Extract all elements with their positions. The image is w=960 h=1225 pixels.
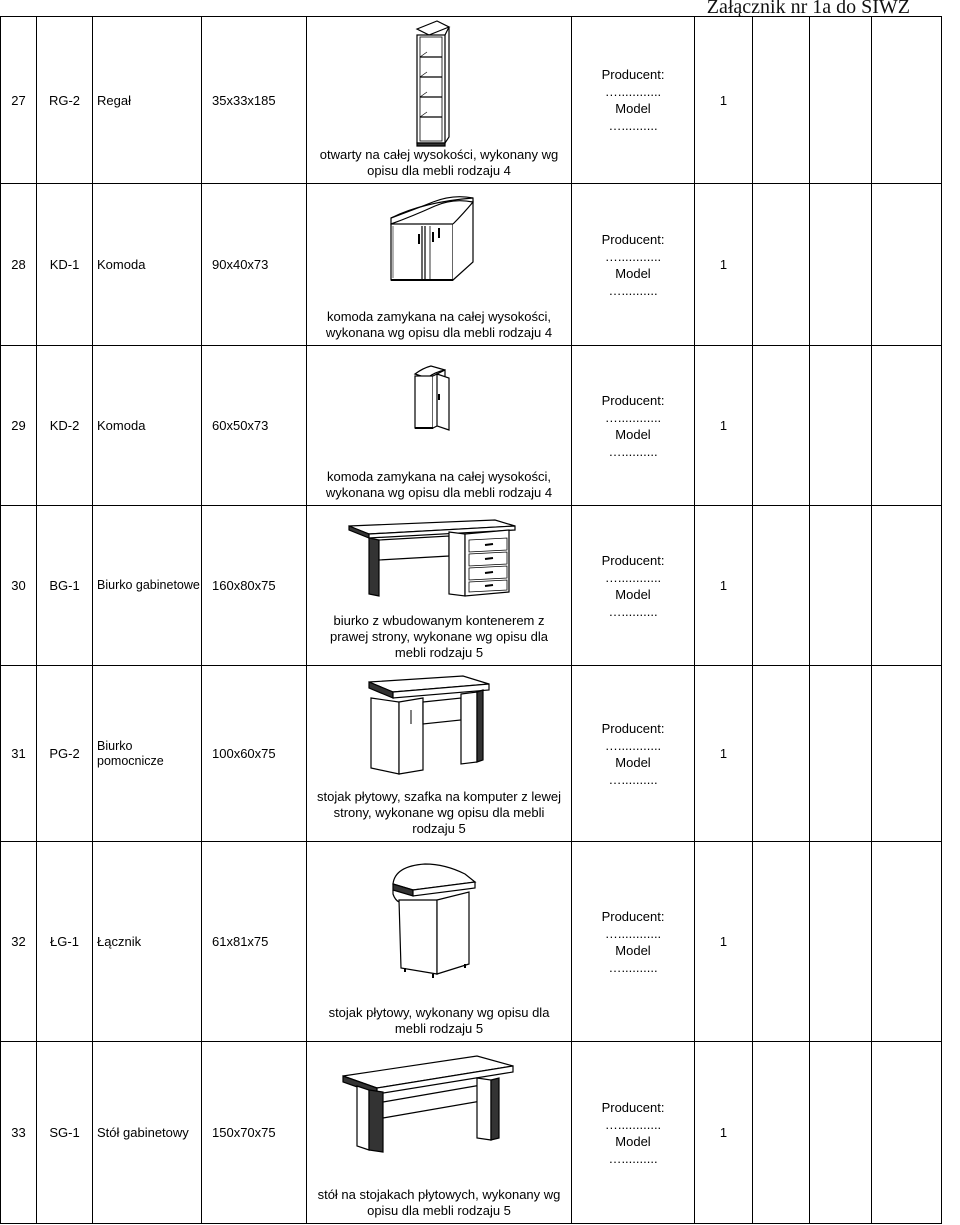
item-name: Biurko gabinetowe <box>93 506 202 666</box>
model-placeholder: ….......... <box>608 118 658 133</box>
model-placeholder: ….......... <box>608 771 658 787</box>
model-label: Model <box>615 754 651 770</box>
producer-label: Producent: <box>601 552 665 568</box>
row-number: 32 <box>1 842 37 1042</box>
producer-label: Producent: <box>601 392 665 408</box>
model-placeholder: ….......... <box>608 959 658 975</box>
item-dimensions: 100x60x75 <box>202 666 307 842</box>
item-dimensions: 160x80x75 <box>202 506 307 666</box>
row-number: 31 <box>1 666 37 842</box>
empty-cell <box>872 17 942 184</box>
item-quantity: 1 <box>695 506 753 666</box>
empty-cell <box>872 1042 942 1224</box>
row-number: 29 <box>1 346 37 506</box>
item-picture-cell <box>307 666 572 842</box>
model-label: Model <box>615 265 651 281</box>
small-cabinet-icon <box>409 364 455 436</box>
producer-placeholder: …............ <box>604 84 662 99</box>
empty-cell <box>872 842 942 1042</box>
producer-placeholder: …............ <box>604 1116 662 1132</box>
producer-model-cell <box>572 17 695 184</box>
model-placeholder: ….......... <box>608 443 658 459</box>
corner-connector-icon <box>379 860 483 982</box>
empty-cell <box>753 1042 810 1224</box>
empty-cell <box>810 17 872 184</box>
item-dimensions: 35x33x185 <box>202 17 307 184</box>
producer-label: Producent: <box>601 720 665 736</box>
empty-cell <box>753 184 810 346</box>
item-picture-cell <box>307 17 572 184</box>
empty-cell <box>810 842 872 1042</box>
empty-cell <box>753 506 810 666</box>
table-row <box>1 666 942 842</box>
item-description: komoda zamykana na całej wysokości, wykonana wg opisu dla mebli rodzaju 4 <box>325 469 553 500</box>
empty-cell <box>810 506 872 666</box>
empty-cell <box>872 184 942 346</box>
producer-label: Producent: <box>601 231 665 247</box>
item-name: Regał <box>93 17 202 184</box>
empty-cell <box>753 346 810 506</box>
furniture-table <box>0 16 942 1224</box>
empty-cell <box>753 17 810 184</box>
producer-label: Producent: <box>601 1099 665 1115</box>
model-placeholder: ….......... <box>608 1150 658 1166</box>
table-row <box>1 17 942 184</box>
item-picture-cell <box>307 346 572 506</box>
item-name: Stół gabinetowy <box>93 1042 202 1224</box>
producer-label: Producent: <box>601 67 665 82</box>
model-label: Model <box>615 586 651 602</box>
table-row <box>1 842 942 1042</box>
empty-cell <box>810 184 872 346</box>
item-symbol: KD-2 <box>37 346 93 506</box>
item-name: Łącznik <box>93 842 202 1042</box>
producer-placeholder: …............ <box>604 409 662 425</box>
producer-model-cell <box>572 184 695 346</box>
item-name: Komoda <box>93 184 202 346</box>
item-picture-cell <box>307 1042 572 1224</box>
producer-model-cell <box>572 1042 695 1224</box>
item-symbol: PG-2 <box>37 666 93 842</box>
empty-cell <box>872 506 942 666</box>
model-label: Model <box>615 1133 651 1149</box>
item-quantity: 1 <box>695 1042 753 1224</box>
empty-cell <box>872 346 942 506</box>
item-quantity: 1 <box>695 842 753 1042</box>
item-description: biurko z wbudowanym kontenerem z prawej strony, wykonane wg opisu dla mebli rodzaju 5 <box>330 613 548 660</box>
producer-model-cell <box>572 346 695 506</box>
item-quantity: 1 <box>695 184 753 346</box>
item-picture-cell <box>307 506 572 666</box>
wide-cabinet-icon <box>383 188 483 288</box>
model-placeholder: ….......... <box>608 603 658 619</box>
item-quantity: 1 <box>695 346 753 506</box>
item-description: komoda zamykana na całej wysokości, wykonana wg opisu dla mebli rodzaju 4 <box>325 309 553 340</box>
item-description: stojak płytowy, szafka na komputer z lewej strony, wykonane wg opisu dla mebli rodzaju 5 <box>317 789 561 836</box>
producer-model-cell <box>572 842 695 1042</box>
item-symbol: ŁG-1 <box>37 842 93 1042</box>
table-row <box>1 506 942 666</box>
row-number: 33 <box>1 1042 37 1224</box>
item-name: Komoda <box>93 346 202 506</box>
producer-placeholder: …............ <box>604 925 662 941</box>
item-dimensions: 61x81x75 <box>202 842 307 1042</box>
row-number: 28 <box>1 184 37 346</box>
producer-model-cell <box>572 506 695 666</box>
item-picture-cell <box>307 184 572 346</box>
table-row <box>1 346 942 506</box>
empty-cell <box>753 842 810 1042</box>
empty-cell <box>810 1042 872 1224</box>
model-label: Model <box>615 942 651 958</box>
empty-cell <box>753 666 810 842</box>
item-quantity: 1 <box>695 666 753 842</box>
auxiliary-desk-icon <box>363 672 503 782</box>
producer-placeholder: …............ <box>604 737 662 753</box>
bookshelf-icon <box>405 19 465 147</box>
item-symbol: SG-1 <box>37 1042 93 1224</box>
item-description: stół na stojakach płytowych, wykonany wg opisu dla mebli rodzaju 5 <box>317 1187 561 1218</box>
empty-cell <box>810 666 872 842</box>
item-description: stojak płytowy, wykonany wg opisu dla mebli rodzaju 5 <box>328 1005 550 1036</box>
item-symbol: BG-1 <box>37 506 93 666</box>
model-placeholder: ….......... <box>608 282 658 298</box>
item-name: Biurko pomocnicze <box>93 666 202 842</box>
conference-table-icon <box>337 1054 517 1154</box>
item-quantity: 1 <box>695 17 753 184</box>
item-description: otwarty na całej wysokości, wykonany wg opisu dla mebli rodzaju 4 <box>319 147 559 178</box>
attachment-title: Załącznik nr 1a do SIWZ <box>706 0 910 18</box>
row-number: 27 <box>1 17 37 184</box>
item-symbol: RG-2 <box>37 17 93 184</box>
item-dimensions: 90x40x73 <box>202 184 307 346</box>
empty-cell <box>810 346 872 506</box>
empty-cell <box>872 666 942 842</box>
producer-placeholder: …............ <box>604 569 662 585</box>
item-picture-cell <box>307 842 572 1042</box>
item-dimensions: 150x70x75 <box>202 1042 307 1224</box>
table-row <box>1 184 942 346</box>
producer-label: Producent: <box>601 908 665 924</box>
producer-placeholder: …............ <box>604 248 662 264</box>
producer-model-cell <box>572 666 695 842</box>
executive-desk-icon <box>345 516 521 602</box>
item-symbol: KD-1 <box>37 184 93 346</box>
table-row <box>1 1042 942 1224</box>
model-label: Model <box>615 426 651 442</box>
item-dimensions: 60x50x73 <box>202 346 307 506</box>
model-label: Model <box>615 101 651 116</box>
row-number: 30 <box>1 506 37 666</box>
